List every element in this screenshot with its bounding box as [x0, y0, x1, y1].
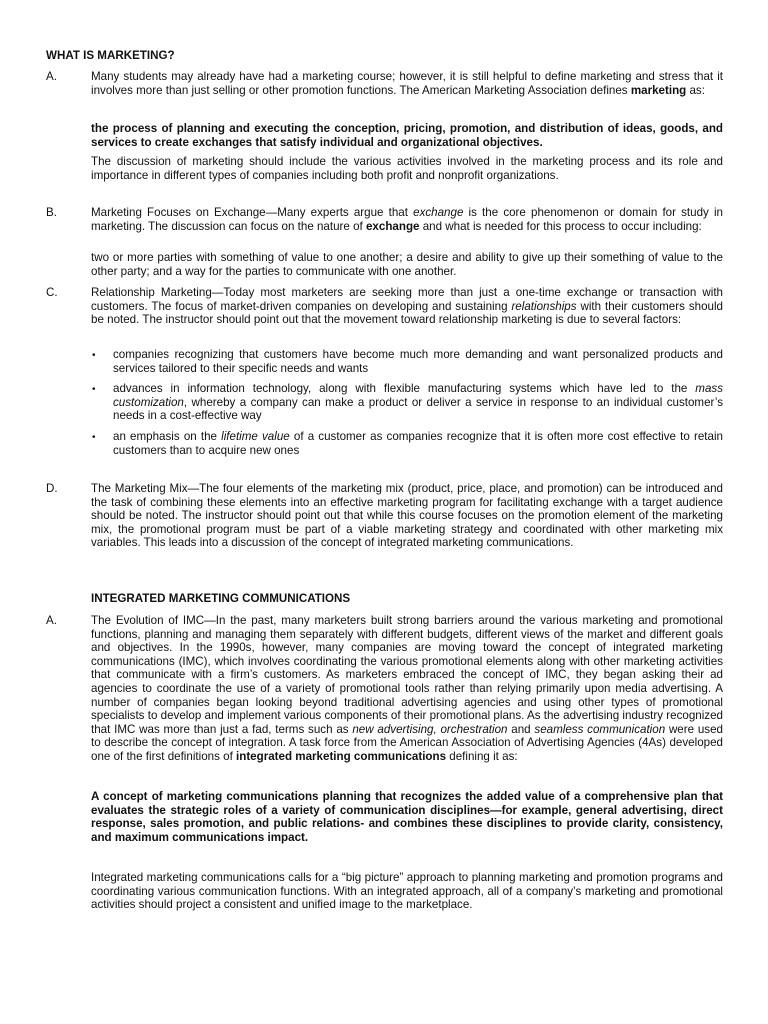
italic-term: lifetime value [221, 430, 290, 443]
section-heading-imc: INTEGRATED MARKETING COMMUNICATIONS [91, 592, 351, 605]
bold-term: marketing [630, 83, 687, 97]
bullet-icon: • [92, 432, 96, 443]
bold-term: exchange [365, 219, 420, 233]
paragraph-marketing-intro [91, 70, 723, 97]
text-run: Many students may already have had a marketing course; however, it is still helpful to define marketing and stress that it involves more than just selling or other promotion functions. The American Marketing Association defines [91, 70, 723, 97]
text-run: an emphasis on the [113, 430, 222, 443]
item-marker: C. [46, 286, 58, 299]
bullet-icon: • [92, 384, 96, 395]
text-run: were used to describe the concept of integration. A task force from the American Association of Advertising Agencies (4As) developed one of the first definitions of [91, 722, 723, 763]
bullet-item [113, 430, 723, 457]
text-run: with their customers should be noted. The instructor should point out that the movement toward relationship marketing is due to several factors: [91, 299, 723, 327]
text-run: and what is needed for this process to occur including: [419, 219, 702, 233]
text-run: advances in information technology, along with flexible manufacturing systems which have led to the [113, 382, 696, 395]
definition-marketing: the process of planning and executing the conception, pricing, promotion, and distribution of ideas, goods, and services to create exchanges that satisfy individual and organizational objectives. [91, 122, 723, 149]
paragraph-relationship-marketing [91, 286, 723, 327]
paragraph-exchange-conditions: two or more parties with something of value to one another; a desire and ability to give up their something of value to the other party; and a way for the parties to communicate with one another. [91, 251, 723, 278]
paragraph-exchange [91, 206, 723, 233]
italic-term: mass customization [113, 382, 723, 409]
text-run: and [507, 722, 535, 736]
text-run: defining it as: [446, 749, 518, 763]
text-run: Relationship Marketing—Today most marketers are seeking more than just a one-time exchange or transaction with customers. The focus of market-driven companies on developing and sustaining [91, 286, 723, 313]
text-run: is the core phenomenon or domain for study in marketing. The discussion can focus on the nature of [91, 206, 723, 233]
text-run: as: [686, 83, 705, 97]
paragraph-evolution-imc [91, 614, 723, 764]
bold-term: integrated marketing communications [236, 749, 447, 763]
paragraph-marketing-discussion: The discussion of marketing should include the various activities involved in the marketing process and its role and importance in different types of companies including both profit and nonprofit organizations. [91, 155, 723, 182]
italic-term: new advertising, orchestration [352, 722, 508, 736]
bullet-item [113, 382, 723, 423]
item-marker: D. [46, 482, 58, 495]
section-heading-what-is-marketing: WHAT IS MARKETING? [46, 49, 175, 62]
text-run: Marketing Focuses on Exchange—Many experts argue that [91, 206, 414, 219]
italic-term: relationships [511, 299, 577, 313]
text-run: The Evolution of IMC—In the past, many marketers built strong barriers around the various marketing and promotional functions, planning and managing them separately with different budgets, different views of the market and different goals and objectives. In the 1990s, however, many companies are moving toward the concept of integrated marketing communications (IMC), which involves coordinating the various promotional elements along with other marketing activities that communicate with a firm’s customers. As marketers embraced the concept of IMC, they began asking their ad agencies to coordinate the use of a variety of promotional tools rather than relying primarily upon media advertising. A number of companies began looking beyond traditional advertising agencies and using other types of promotional specialists to develop and implement various components of their promotional plans. As the advertising industry recognized that IMC was more than just a fad, terms such as [91, 614, 723, 736]
paragraph-imc-big-picture: Integrated marketing communications calls for a “big picture” approach to planning marketing and promotion programs and coordinating various communication functions. With an integrated approach, all of a company’s marketing and promotional activities should project a consistent and unified image to the marketplace. [91, 871, 723, 912]
bullet-item: companies recognizing that customers have become much more demanding and want personalized products and services tailored to their specific needs and wants [113, 348, 723, 375]
bullet-icon: • [92, 350, 96, 361]
item-marker: A. [46, 70, 57, 83]
italic-term: exchange [413, 206, 464, 219]
item-marker: B. [46, 206, 57, 219]
definition-imc: A concept of marketing communications planning that recognizes the added value of a comprehensive plan that evaluates the strategic roles of a variety of communication disciplines—for example, general advertising, direct response, sales promotion, and public relations- and combines these disciplines to provide clarity, consistency, and maximum communications impact. [91, 790, 723, 844]
text-run: , whereby a company can make a product or deliver a service in response to an individual customer’s needs in a cost-effective way [113, 395, 723, 423]
italic-term: seamless communication [534, 722, 666, 736]
paragraph-marketing-mix: The Marketing Mix—The four elements of the marketing mix (product, price, place, and promotion) can be introduced and the task of combining these elements into an effective marketing program for facilitating exchange with a target audience should be noted. The instructor should point out that while this course focuses on the promotion element of the marketing mix, the promotional program must be part of a viable marketing strategy and coordinated with other marketing mix variables. This leads into a discussion of the concept of integrated marketing communications. [91, 482, 723, 550]
text-run: of a customer as companies recognize that it is often more cost effective to retain customers than to acquire new ones [113, 430, 723, 457]
item-marker: A. [46, 614, 57, 627]
